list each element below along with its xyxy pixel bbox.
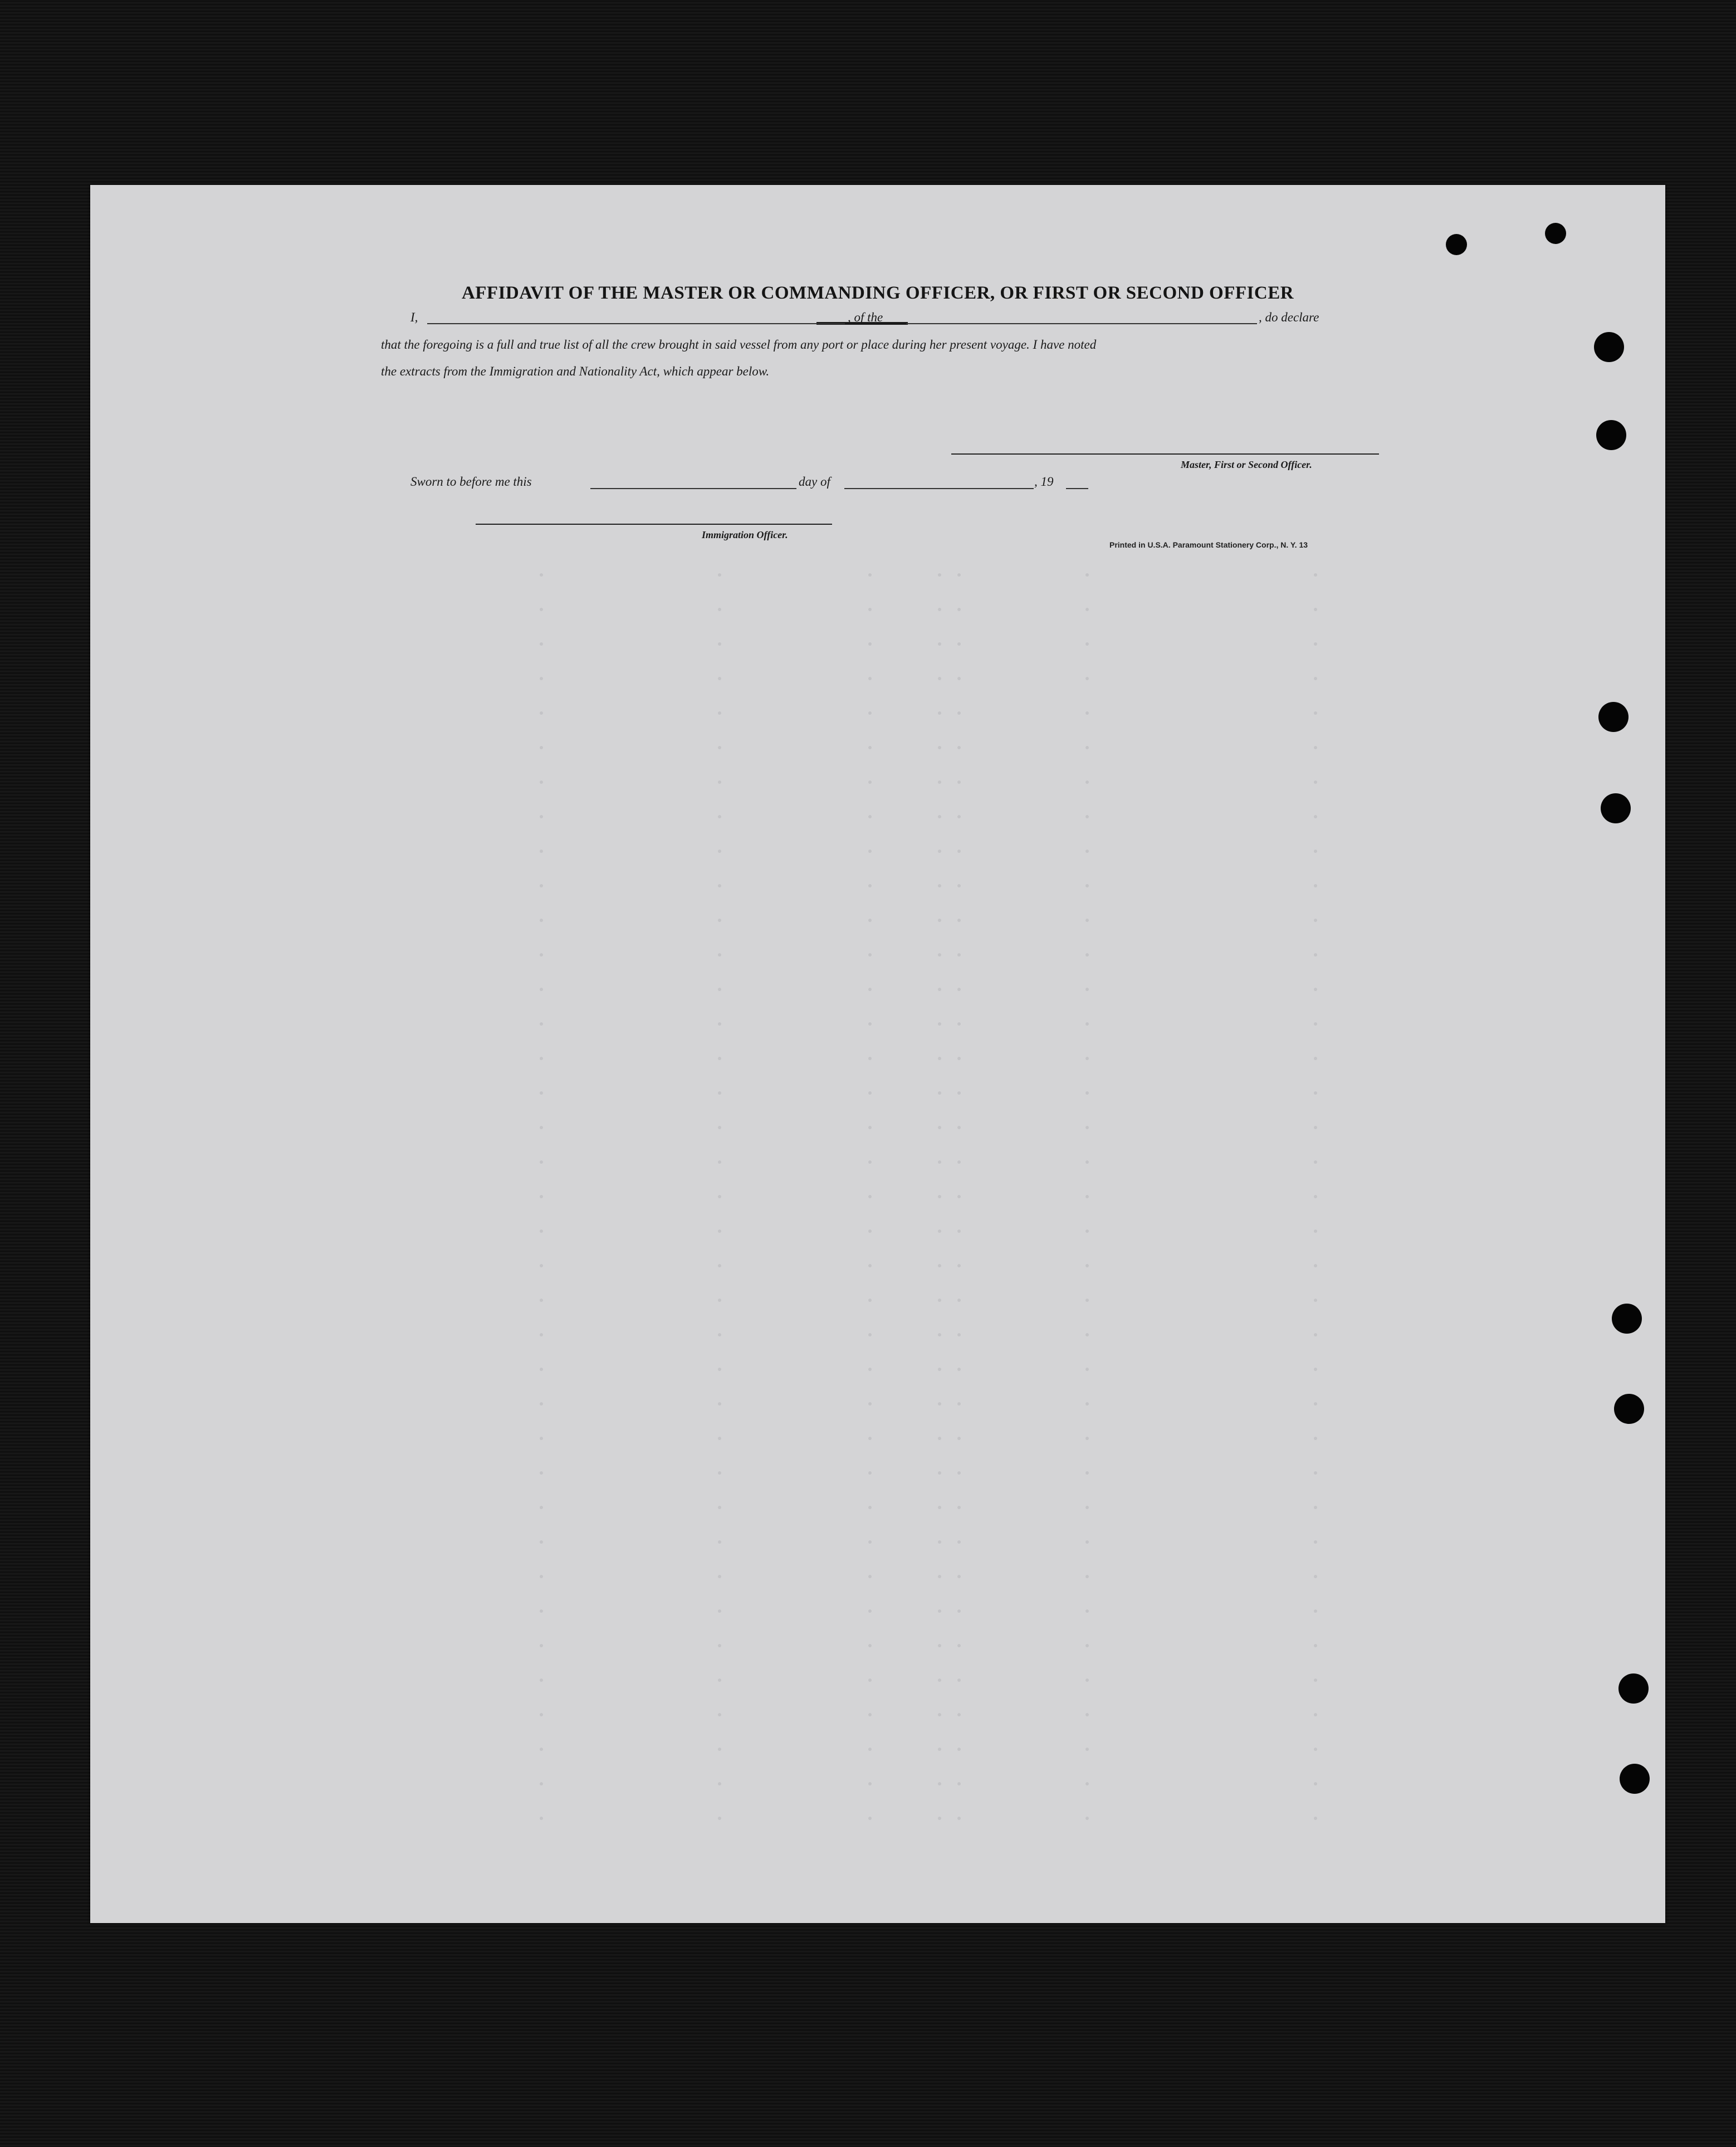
printer-note: Printed in U.S.A. Paramount Stationery Corp., N. Y. 13 <box>1109 540 1308 549</box>
year-prefix: , 19 <box>1034 475 1054 489</box>
punch-hole <box>1594 332 1624 362</box>
declaration-line3: the extracts from the Immigration and Nationality Act, which appear below. <box>381 364 770 378</box>
immigration-signature-line[interactable] <box>476 524 832 525</box>
declaration-line2: that the foregoing is a full and true list of all the crew brought in said vessel from any port or place during her present voyage. I have noted <box>381 338 1097 352</box>
punch-hole <box>1601 793 1631 823</box>
day-of-text: day of <box>799 475 830 489</box>
punch-hole <box>1614 1394 1644 1424</box>
punch-hole <box>1612 1304 1642 1334</box>
punch-hole <box>1596 420 1626 450</box>
sworn-text: Sworn to before me this <box>410 475 532 489</box>
sworn-day-blank[interactable] <box>590 488 796 489</box>
master-signature-line[interactable] <box>951 453 1379 455</box>
line1-do-declare: , do declare <box>1259 310 1319 324</box>
master-caption: Master, First or Second Officer. <box>1181 459 1312 470</box>
punch-hole <box>1620 1764 1650 1794</box>
punch-hole <box>1618 1673 1649 1704</box>
sworn-month-blank[interactable] <box>844 488 1034 489</box>
sworn-year-blank[interactable] <box>1066 488 1088 489</box>
document-page <box>90 185 1665 1923</box>
line1-i: I, <box>410 310 418 324</box>
immigration-caption: Immigration Officer. <box>702 529 788 540</box>
affidavit-title: AFFIDAVIT OF THE MASTER OR COMMANDING OFFICER, OR FIRST OR SECOND OFFICER <box>461 283 1294 303</box>
punch-hole <box>1598 702 1629 732</box>
vessel-blank[interactable] <box>906 323 1257 324</box>
name-blank[interactable] <box>427 323 845 324</box>
line1-of-the: , of the <box>848 310 883 324</box>
punch-hole <box>1446 234 1467 255</box>
bleed-through-texture <box>90 185 1665 1923</box>
punch-hole <box>1545 223 1566 244</box>
